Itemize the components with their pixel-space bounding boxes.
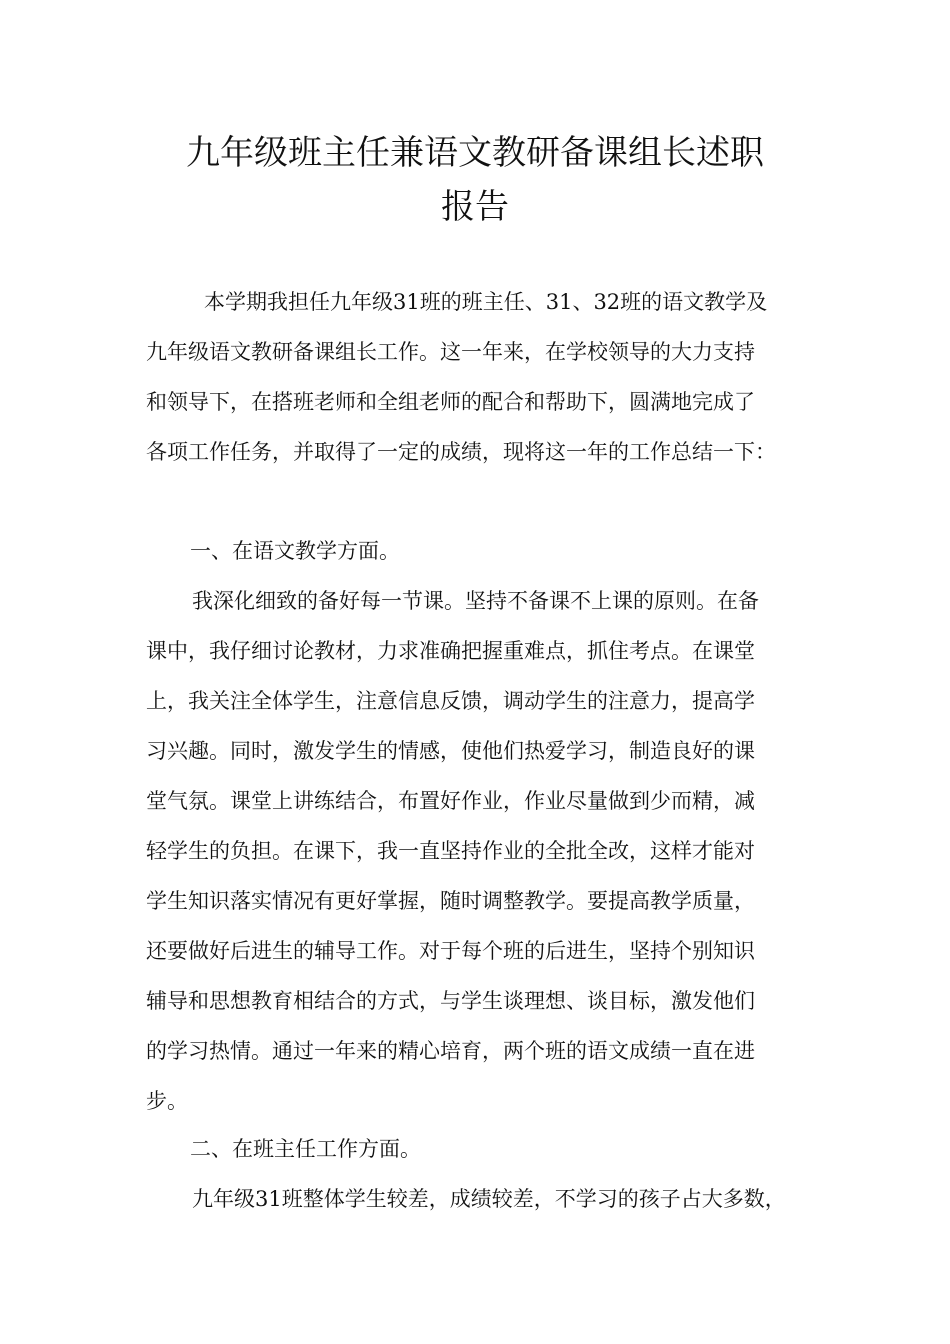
- section-paragraph-line: 学生知识落实情况有更好掌握，随时调整教学。要提高教学质量，: [146, 889, 755, 913]
- section-paragraph-line: 九年级31班整体学生较差，成绩较差，不学习的孩子占大多数，: [192, 1187, 786, 1211]
- document-title: [120, 126, 830, 234]
- section-paragraph-line: 还要做好后进生的辅导工作。对于每个班的后进生，坚持个别知识: [146, 939, 755, 963]
- section-paragraph-line: 习兴趣。同时，激发学生的情感，使他们热爱学习，制造良好的课: [146, 739, 755, 763]
- intro-paragraph-line: 本学期我担任九年级31班的班主任、31、32班的语文教学及: [204, 290, 768, 314]
- intro-paragraph-line: 和领导下，在搭班老师和全组老师的配合和帮助下，圆满地完成了: [146, 390, 755, 414]
- section-paragraph-line: 的学习热情。通过一年来的精心培育，两个班的语文成绩一直在进: [146, 1039, 755, 1063]
- section-paragraph-line: 我深化细致的备好每一节课。坚持不备课不上课的原则。在备: [192, 589, 759, 613]
- intro-paragraph-line: 各项工作任务，并取得了一定的成绩，现将这一年的工作总结一下：: [146, 440, 776, 464]
- section-paragraph-line: 上，我关注全体学生，注意信息反馈，调动学生的注意力，提高学: [146, 689, 755, 713]
- title-line: 报告: [441, 187, 509, 227]
- section-paragraph-line: 轻学生的负担。在课下，我一直坚持作业的全批全改，这样才能对: [146, 839, 755, 863]
- intro-paragraph-line: 九年级语文教研备课组长工作。这一年来，在学校领导的大力支持: [146, 340, 755, 364]
- section-paragraph-line: 步。: [146, 1089, 188, 1113]
- section-heading: 一、在语文教学方面。: [190, 539, 400, 563]
- section-paragraph-line: 堂气氛。课堂上讲练结合，布置好作业，作业尽量做到少而精，减: [146, 789, 755, 813]
- section-paragraph-line: 课中，我仔细讨论教材，力求准确把握重难点，抓住考点。在课堂: [146, 639, 755, 663]
- title-line: 九年级班主任兼语文教研备课组长述职: [186, 133, 764, 173]
- section-paragraph-line: 辅导和思想教育相结合的方式，与学生谈理想、谈目标，激发他们: [146, 989, 755, 1013]
- section-heading: 二、在班主任工作方面。: [190, 1137, 421, 1161]
